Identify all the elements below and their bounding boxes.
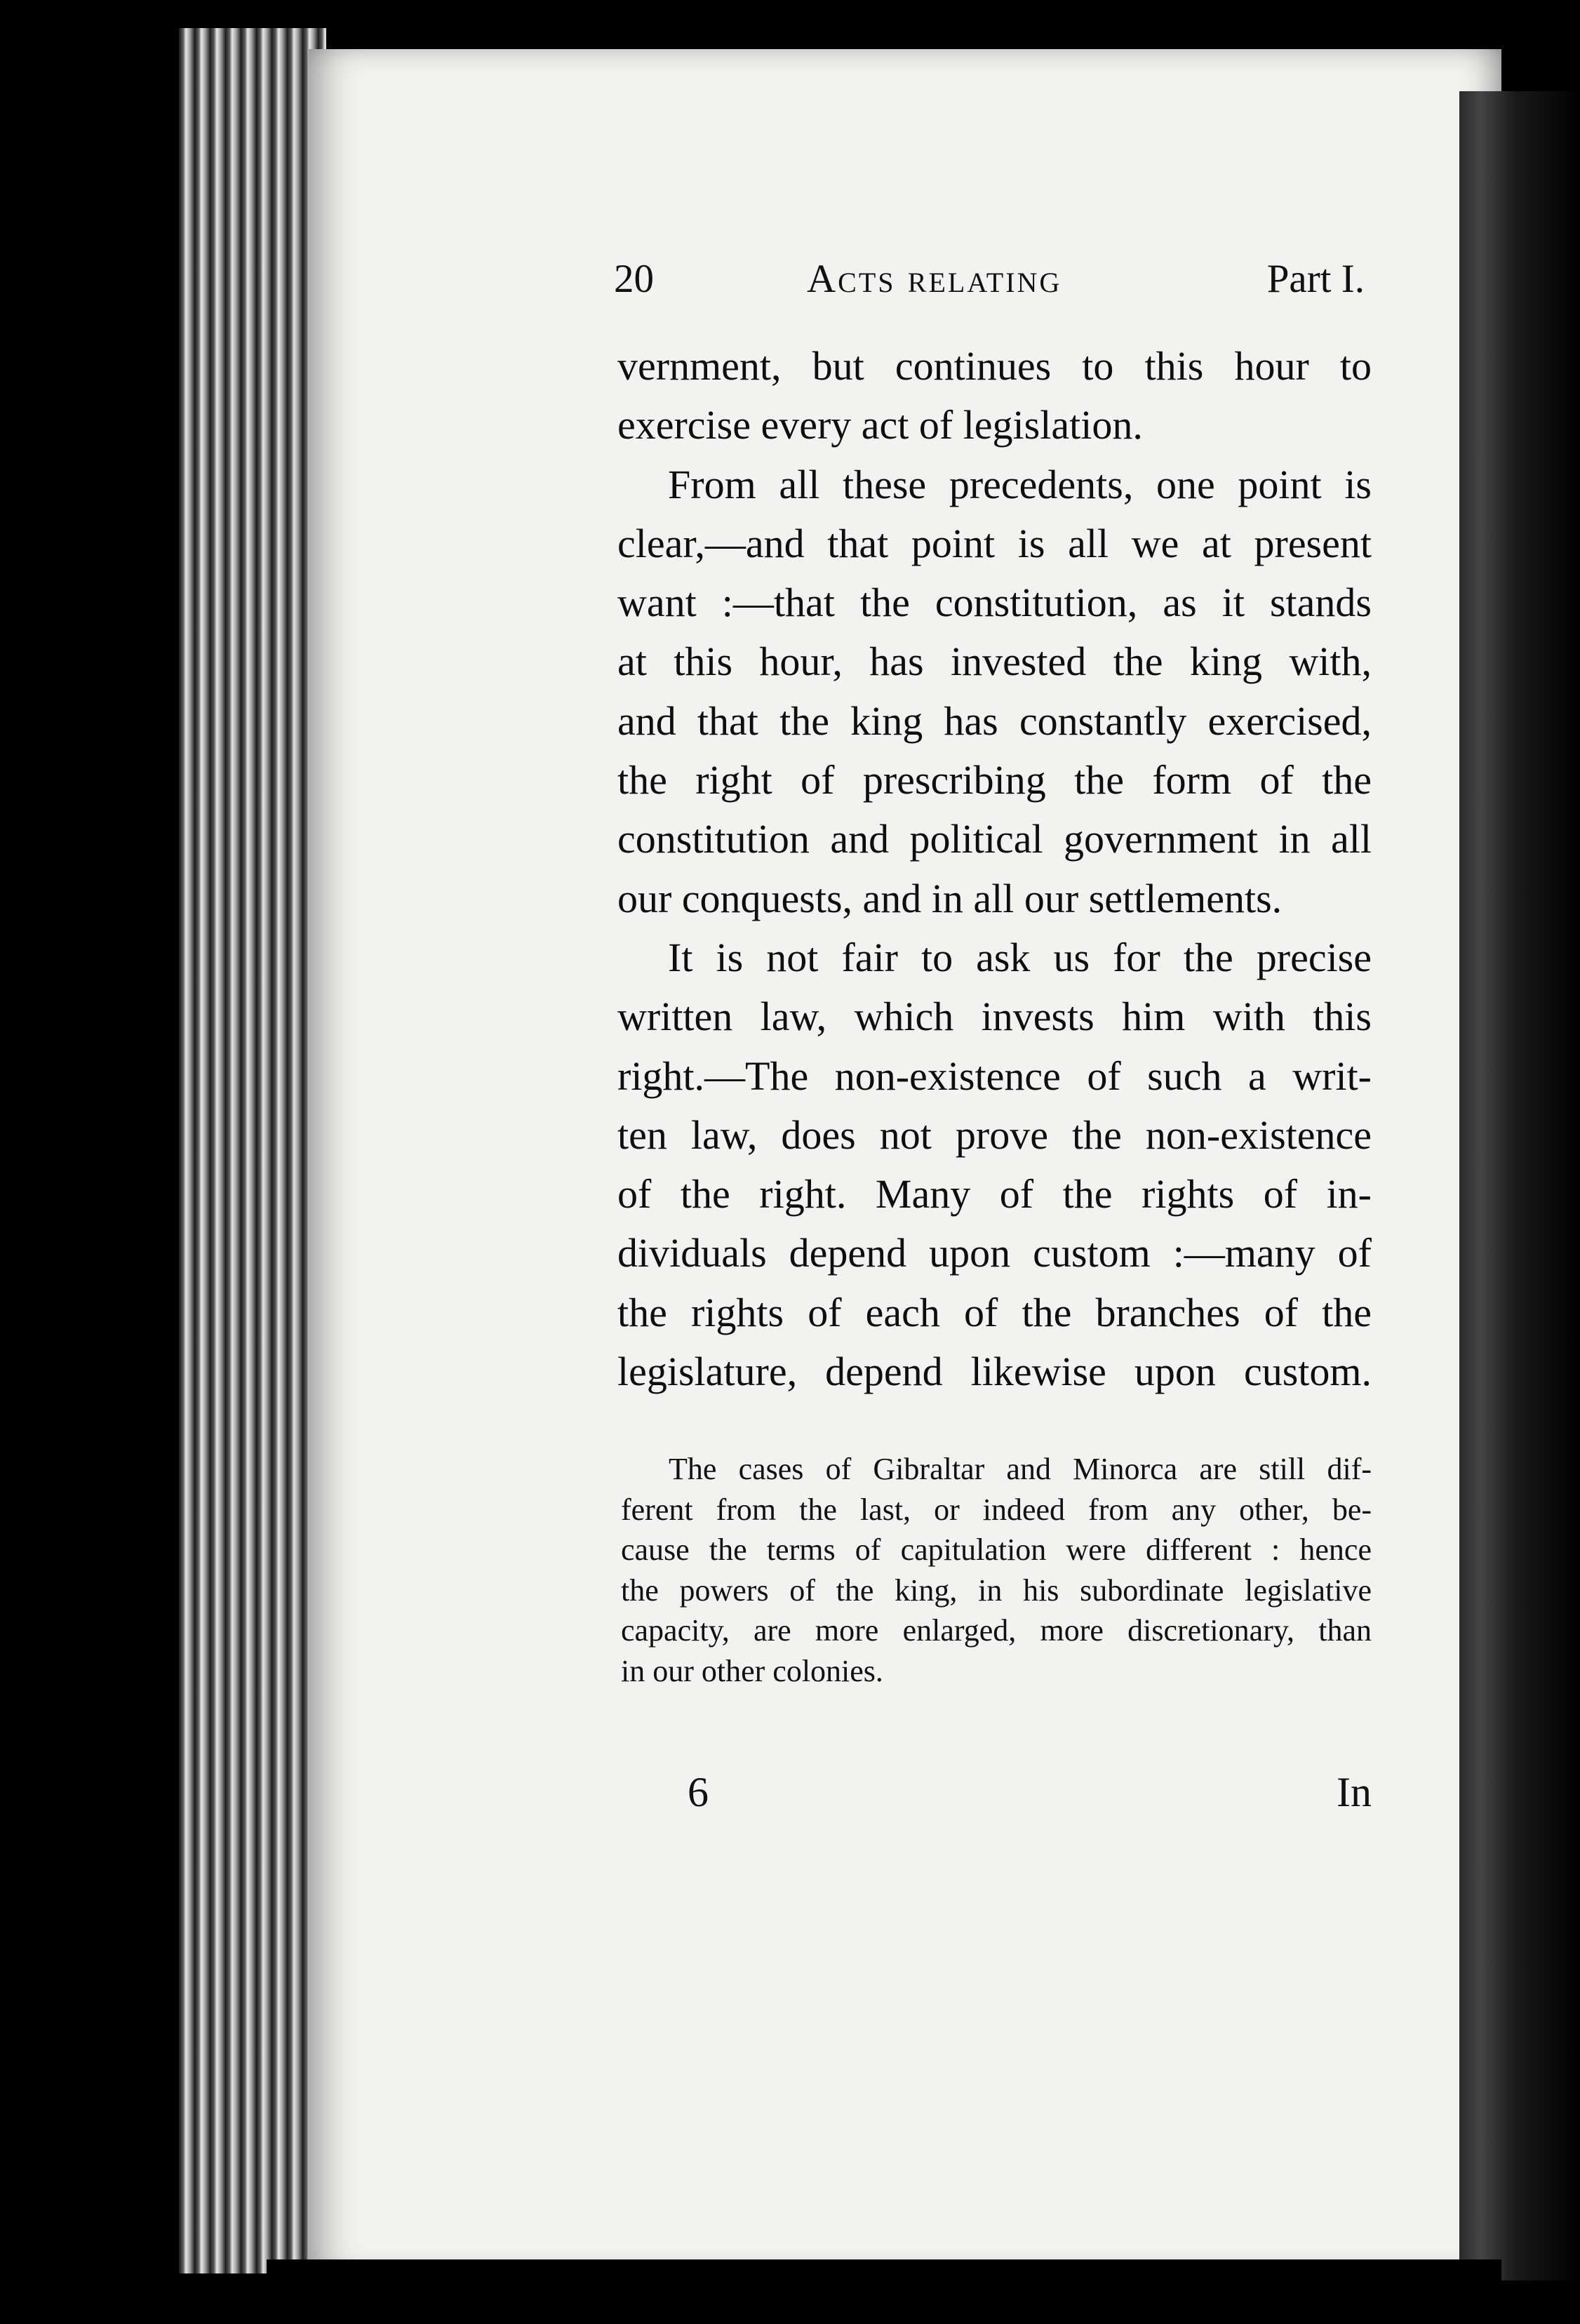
text-line: clear,—and that point is all we at present bbox=[617, 520, 1372, 566]
book-page-edges bbox=[179, 28, 326, 2273]
text-line: the right of prescribing the form of the bbox=[617, 757, 1372, 803]
text-line: From all these precedents, one point is bbox=[668, 461, 1372, 507]
text-line: written law, which invests him with this bbox=[617, 994, 1372, 1040]
bottom-shadow bbox=[267, 2259, 1501, 2324]
text-line: and that the king has constantly exercised, bbox=[617, 697, 1372, 744]
text-line: at this hour, has invested the king with, bbox=[617, 639, 1372, 685]
running-title: Acts relating bbox=[807, 257, 1062, 301]
text-line: want :—that the constitution, as it stands bbox=[617, 580, 1372, 626]
facing-page-edge bbox=[1459, 91, 1580, 2280]
text-line: of the right. Many of the rights of in- bbox=[617, 1171, 1372, 1217]
text-line: exercise every act of legislation. bbox=[617, 402, 1143, 448]
text-line: dividuals depend upon custom :—many of bbox=[617, 1230, 1372, 1276]
text-line: ten law, does not prove the non-existence bbox=[617, 1111, 1372, 1158]
part-label: Part I. bbox=[1266, 257, 1365, 301]
text-line: legislature, depend likewise upon custom. bbox=[617, 1349, 1372, 1395]
main-text bbox=[617, 337, 1372, 1401]
signature-mark: 6 bbox=[688, 1769, 709, 1815]
text-line: our conquests, and in all our settlements. bbox=[617, 875, 1283, 921]
text-line: right.—The non-existence of such a writ- bbox=[617, 1053, 1372, 1099]
footnote-line: capacity, are more enlarged, more discretionary, than bbox=[621, 1613, 1372, 1648]
footnote-line: in our other colonies. bbox=[621, 1653, 883, 1688]
text-line: It is not fair to ask us for the precise bbox=[668, 934, 1372, 980]
text-line: constitution and political government in all bbox=[617, 816, 1372, 862]
footnote-line: ferent from the last, or indeed from any other, be- bbox=[621, 1492, 1372, 1527]
page-number: 20 bbox=[614, 257, 654, 301]
footnote-line: cause the terms of capitulation were different : hence bbox=[621, 1532, 1372, 1567]
running-head bbox=[614, 256, 1372, 312]
footnote-line: the powers of the king, in his subordinate legislative bbox=[621, 1572, 1372, 1608]
catchword: In bbox=[1337, 1769, 1372, 1815]
footnote bbox=[621, 1449, 1372, 1691]
text-line: the rights of each of the branches of the bbox=[617, 1289, 1372, 1335]
text-line: vernment, but continues to this hour to bbox=[617, 343, 1372, 389]
footnote-line: The cases of Gibraltar and Minorca are still dif- bbox=[669, 1452, 1372, 1486]
